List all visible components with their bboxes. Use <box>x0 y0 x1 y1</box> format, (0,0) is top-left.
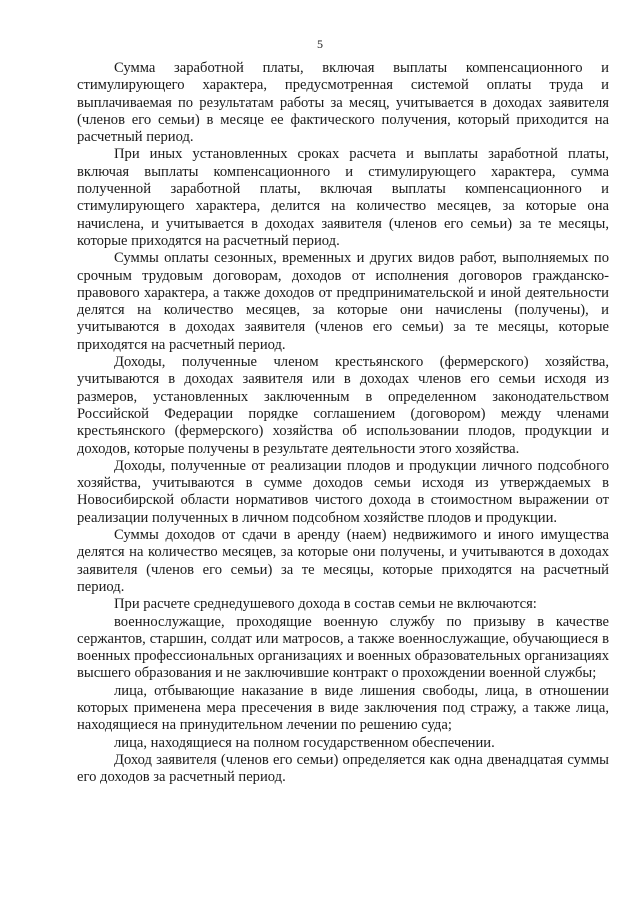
paragraph-military: военнослужащие, проходящие военную службу по призыву в качестве сержантов, старшин, солдат или матросов, а также военнослужащие, обучающиеся в военных профессиональных организациях и военных образовательных организациях высшего образования и не заключившие контракт о прохождении военной службы; <box>77 613 609 682</box>
paragraph-other-terms: При иных установленных сроках расчета и выплаты заработной платы, включая выплаты компенсационного и стимулирующего характера, сумма полученной заработной платы, включая выплаты компенсационного и стимулирующего характера, делится на количество месяцев, за которые она начислена, и учитывается в доходах заявителя (членов его семьи) за те месяцы, которые приходятся на расчетный период. <box>77 146 609 249</box>
paragraph-income-definition: Доход заявителя (членов его семьи) определяется как одна двенадцатая суммы его доходов за расчетный период. <box>77 751 609 786</box>
paragraph-seasonal-work: Суммы оплаты сезонных, временных и других видов работ, выполняемых по срочным трудовым договорам, доходов от исполнения договоров гражданско-правового характера, а также доходов от предпринимательской и иной деятельности делятся на количество месяцев, за которые они начислены (получены), и учитываются в доходах заявителя (членов его семьи) за те месяцы, которые приходятся на расчетный период. <box>77 250 609 353</box>
paragraph-imprisoned: лица, отбывающие наказание в виде лишения свободы, лица, в отношении которых применена мера пресечения в виде заключения под стражу, а также лица, находящиеся на принудительном лечении по решению суда; <box>77 682 609 734</box>
document-body <box>77 60 609 786</box>
page-number: 5 <box>317 37 323 51</box>
paragraph-exclusions-intro: При расчете среднедушевого дохода в состав семьи не включаются: <box>114 596 537 613</box>
paragraph-rent-income: Суммы доходов от сдачи в аренду (наем) недвижимого и иного имущества делятся на количество месяцев, за которые они получены, и учитываются в доходах заявителя (членов его семьи) за те месяцы, которые приходятся на расчетный период. <box>77 527 609 595</box>
paragraph-state-support: лица, находящиеся на полном государственном обеспечении. <box>114 734 495 751</box>
paragraph-subsidiary-farm: Доходы, полученные от реализации плодов и продукции личного подсобного хозяйства, учитываются в сумме доходов семьи исходя из утверждаемых в Новосибирской области нормативов чистого дохода в стоимостном выражении от реализации полученных в личном подсобном хозяйстве плодов и продукции. <box>77 457 609 526</box>
paragraph-salary: Сумма заработной платы, включая выплаты компенсационного и стимулирующего характера, предусмотренная системой оплаты труда и выплачиваемая по результатам работы за месяц, учитывается в доходах заявителя (членов его семьи) в месяце ее фактического получения, который приходится на расчетный период. <box>77 60 609 146</box>
paragraph-farm-income: Доходы, полученные членом крестьянского (фермерского) хозяйства, учитываются в доходах заявителя или в доходах членов его семьи исходя из размеров, установленных заключенным в определенном законодательством Российской Федерации порядке соглашением (договором) между членами крестьянского (фермерского) хозяйства об использовании плодов, продукции и доходов, которые получены в результате деятельности этого хозяйства. <box>77 354 609 457</box>
